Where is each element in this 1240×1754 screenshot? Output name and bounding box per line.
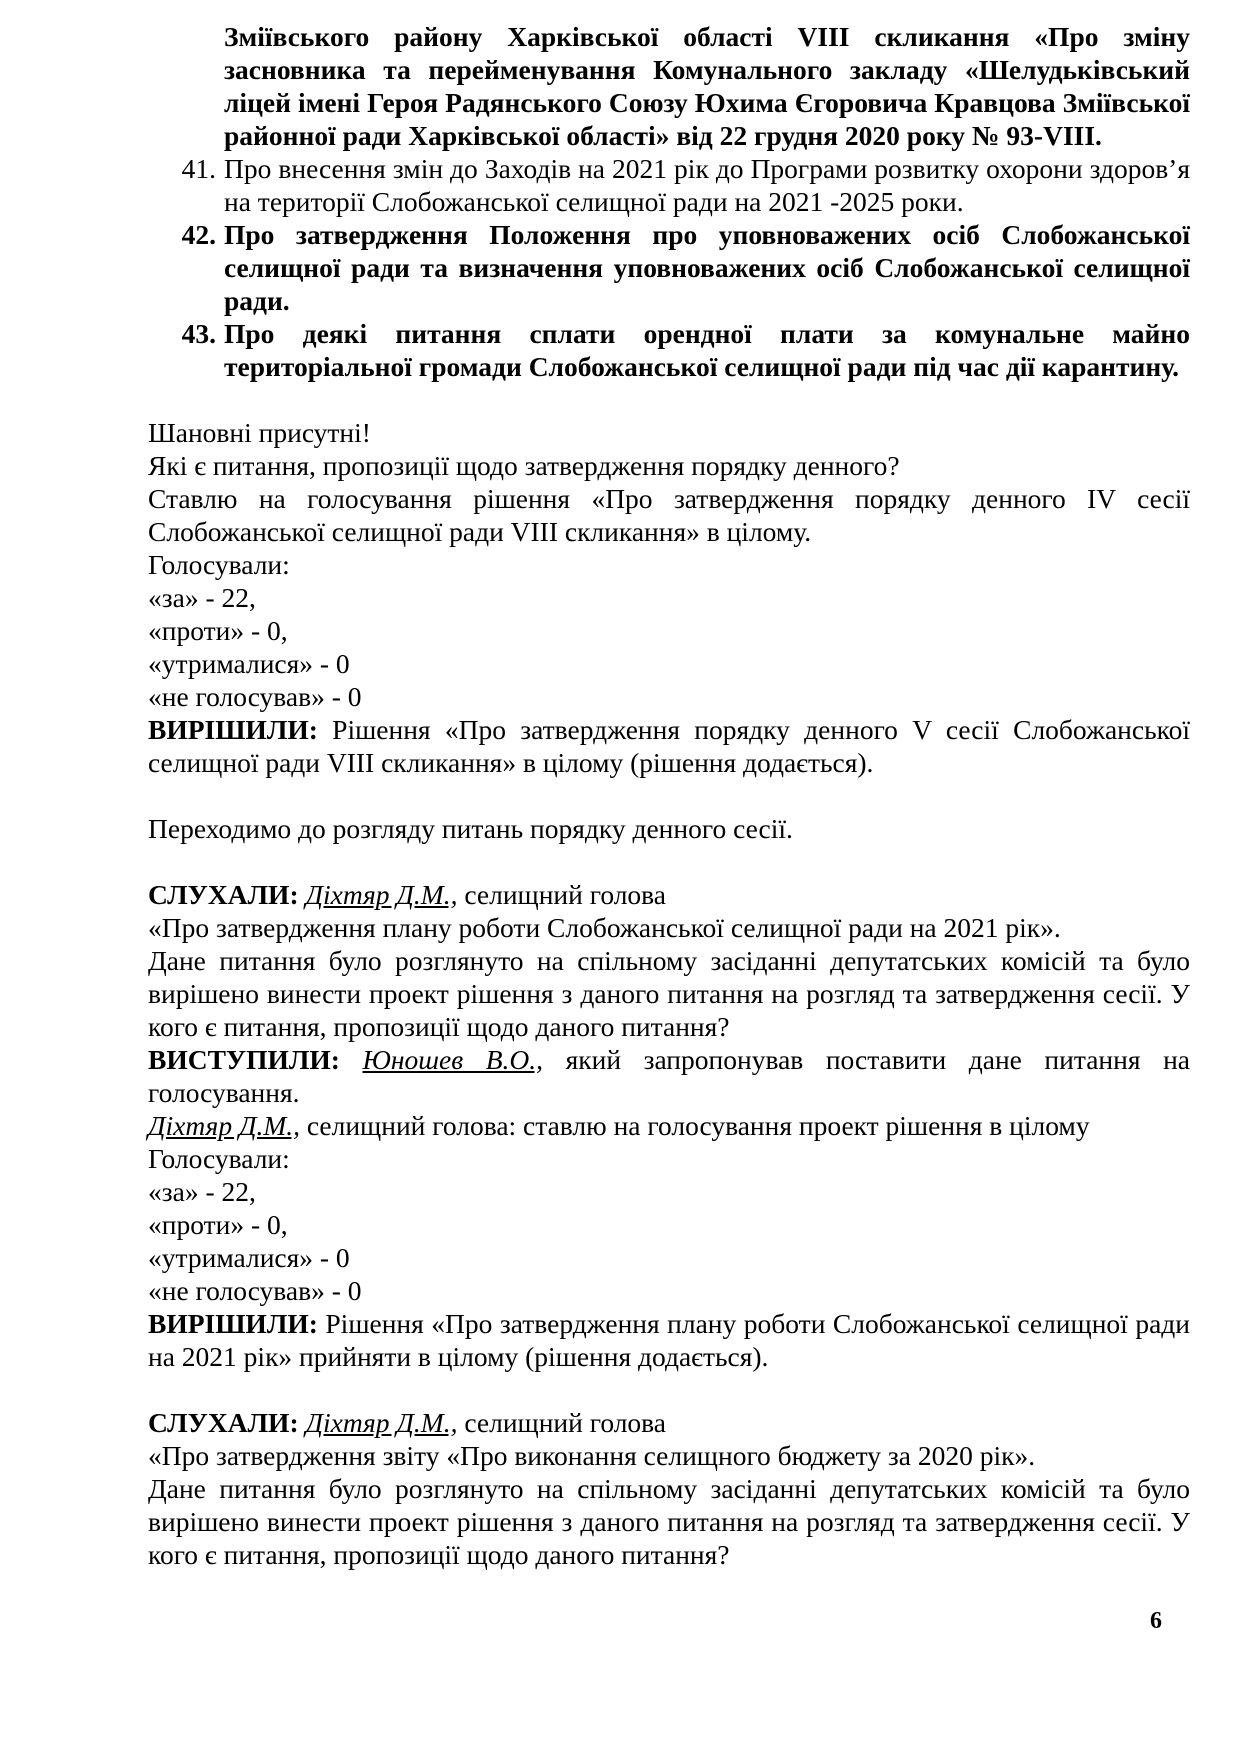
vote-for: «за» - 22, bbox=[148, 1176, 256, 1207]
agenda-question: Які є питання, пропозиції щодо затвердження порядку денного? bbox=[148, 450, 900, 481]
agenda-item-text: Зміївського району Харківської області VIII скликання «Про зміну засновника та перейменування Комунального закладу «Шелудьківський ліцей імені Героя Радянського Союзу Юхима Єгоровича Кравцова Зміївської районної ради Харківської області» від 22 грудня 2020 року № 93-VIII. bbox=[224, 21, 1190, 151]
decision-paragraph bbox=[148, 1307, 1190, 1373]
decision-text: Рішення «Про затвердження порядку денного V сесії Слобожанської селищної ради VIII скликання» в цілому (рішення додається). bbox=[148, 714, 1190, 778]
vote-against: «проти» - 0, bbox=[148, 615, 288, 646]
topic-body: Дане питання було розглянуто на спільному засіданні депутатських комісій та було вирішено винести проект рішення з даного питання на розгляд та затвердження сесії. У кого є питання, пропозиції щодо даного питання? bbox=[148, 1473, 1190, 1570]
spoke-text: який запропонував поставити дане питання на голосування. bbox=[148, 1044, 1190, 1108]
speaker-name: Юношев В.О., bbox=[362, 1044, 544, 1075]
agenda-item-continued bbox=[148, 20, 1190, 152]
vote-for: «за» - 22, bbox=[148, 582, 256, 613]
speaker-role: селищний голова bbox=[457, 879, 667, 910]
speaker-name: Діхтяр Д.М., bbox=[148, 1110, 300, 1141]
vote-header: Голосували: bbox=[148, 549, 290, 580]
topic-body: Дане питання було розглянуто на спільному засіданні депутатських комісій та було вирішено винести проект рішення з даного питання на розгляд та затвердження сесії. У кого є питання, пропозиції щодо даного питання? bbox=[148, 945, 1190, 1042]
vote-header: Голосували: bbox=[148, 1143, 290, 1174]
document-page bbox=[148, 20, 1190, 1571]
vote-not-voted: «не голосував» - 0 bbox=[148, 681, 362, 712]
speaker-name: Діхтяр Д.М., bbox=[305, 1407, 458, 1438]
transition-text: Переходимо до розгляду питань порядку денного сесії. bbox=[148, 813, 793, 844]
heard-line bbox=[148, 878, 1190, 911]
vote-abstained: «утрималися» - 0 bbox=[148, 648, 350, 679]
agenda-item-text: Про затвердження Положення про уповноважених осіб Слобожанської селищної ради та визначення уповноважених осіб Слобожанської селищної ради. bbox=[224, 219, 1190, 316]
heard-label: СЛУХАЛИ: bbox=[148, 879, 299, 910]
agenda-item-42 bbox=[148, 218, 1190, 317]
heard-line bbox=[148, 1406, 1190, 1439]
decision-paragraph bbox=[148, 713, 1190, 779]
chair-line bbox=[148, 1109, 1190, 1142]
vote-abstained: «утрималися» - 0 bbox=[148, 1242, 350, 1273]
decision-label: ВИРІШИЛИ: bbox=[148, 714, 318, 745]
topic: «Про затвердження плану роботи Слобожанської селищної ради на 2021 рік». bbox=[148, 912, 1061, 943]
chair-text: селищний голова: ставлю на голосування проект рішення в цілому bbox=[299, 1110, 1090, 1141]
decision-label: ВИРІШИЛИ: bbox=[148, 1308, 318, 1339]
agenda-item-text: Про деякі питання сплати орендної плати за комунальне майно територіальної громади Слобожанської селищної ради під час дії карантину. bbox=[224, 318, 1190, 382]
vote-call: Ставлю на голосування рішення «Про затвердження порядку денного IV сесії Слобожанської селищної ради VIII скликання» в цілому. bbox=[148, 483, 1190, 547]
agenda-item-number: 41. bbox=[181, 153, 216, 184]
heard-label: СЛУХАЛИ: bbox=[148, 1407, 299, 1438]
agenda-item-41 bbox=[148, 152, 1190, 218]
agenda-item-text: Про внесення змін до Заходів на 2021 рік до Програми розвитку охорони здоров’я на території Слобожанської селищної ради на 2021 -2025 роки. bbox=[224, 153, 1190, 217]
topic: «Про затвердження звіту «Про виконання селищного бюджету за 2020 рік». bbox=[148, 1440, 1036, 1471]
spoke-label: ВИСТУПИЛИ: bbox=[148, 1044, 340, 1075]
speaker-role: селищний голова bbox=[457, 1407, 667, 1438]
agenda-item-number: 42. bbox=[181, 219, 216, 250]
vote-not-voted: «не голосував» - 0 bbox=[148, 1275, 362, 1306]
page-number: 6 bbox=[1150, 1608, 1162, 1634]
speaker-name: Діхтяр Д.М., bbox=[305, 879, 458, 910]
greeting: Шановні присутні! bbox=[148, 417, 371, 448]
spoke-paragraph bbox=[148, 1043, 1190, 1109]
decision-text: Рішення «Про затвердження плану роботи Слобожанської селищної ради на 2021 рік» прийняти в цілому (рішення додається). bbox=[148, 1308, 1190, 1372]
agenda-item-number: 43. bbox=[181, 318, 216, 349]
agenda-item-43 bbox=[148, 317, 1190, 383]
vote-against: «проти» - 0, bbox=[148, 1209, 288, 1240]
